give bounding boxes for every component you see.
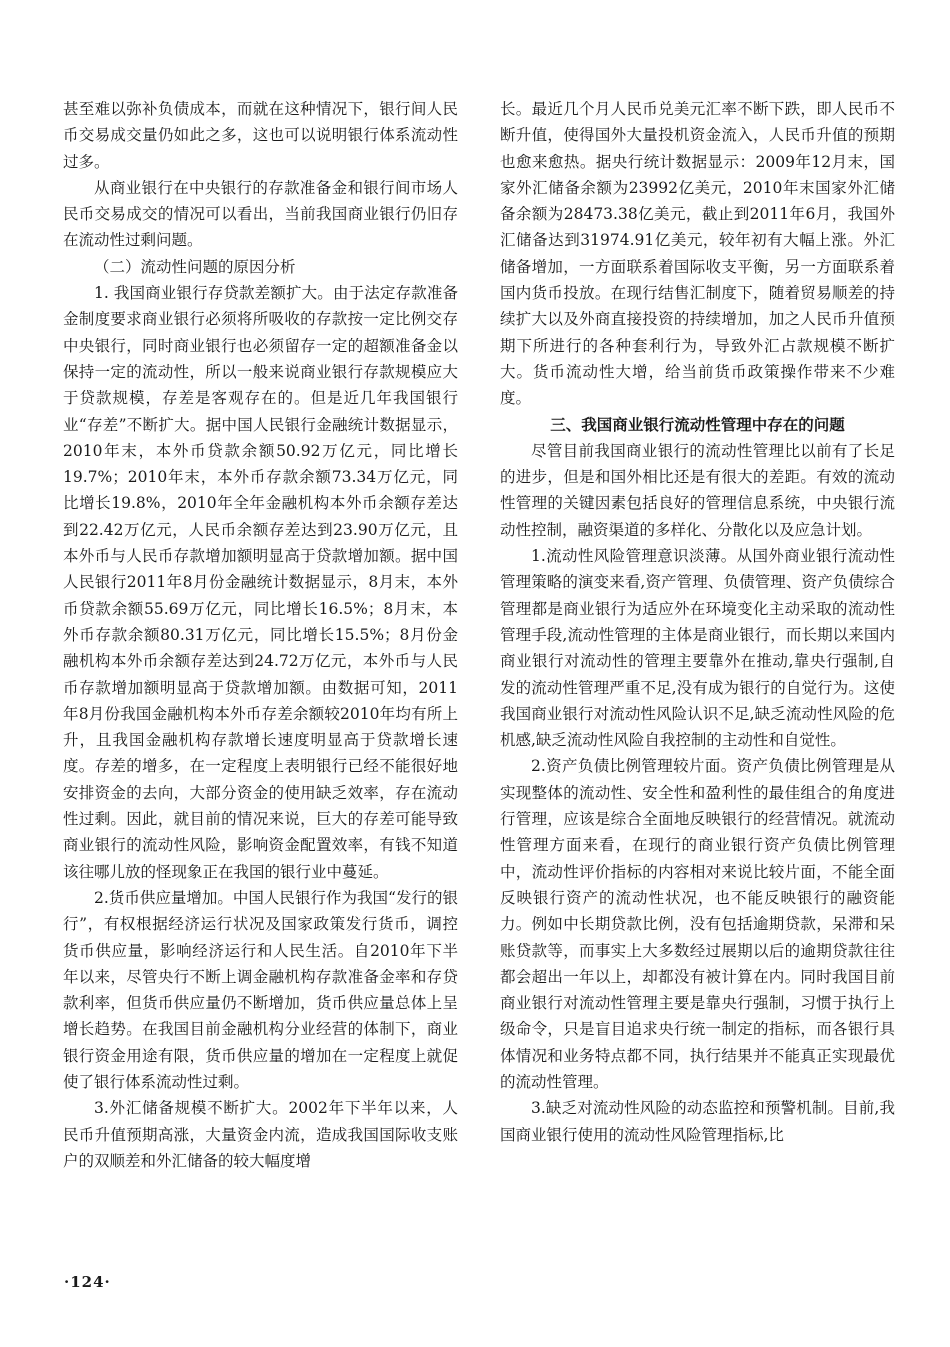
paragraph: 3.缺乏对流动性风险的动态监控和预警机制。目前,我国商业银行使用的流动性风险管理指标,比: [500, 1099, 895, 1144]
paragraph: 从商业银行在中央银行的存款准备金和银行间市场人民币交易成交的情况可以看出，当前我国商业银行仍旧存在流动性过剩问题。: [63, 178, 458, 250]
left-column: [63, 96, 458, 1174]
page-number: ·124·: [64, 1273, 111, 1291]
paragraph: 甚至难以弥补负债成本，而就在这种情况下，银行间人民币交易成交量仍如此之多，这也可以说明银行体系流动性过多。: [63, 100, 458, 171]
paragraph: 尽管目前我国商业银行的流动性管理比以前有了长足的进步，但是和国外相比还是有很大的差距。有效的流动性管理的关键因素包括良好的管理信息系统，中央银行流动性控制，融资渠道的多样化、分散化以及应急计划。: [500, 441, 895, 539]
paragraph: 1. 我国商业银行存贷款差额扩大。由于法定存款准备金制度要求商业银行必须将所吸收的存款按一定比例交存中央银行，同时商业银行也必须留存一定的超额准备金以保持一定的流动性，所以一般来说商业银行存款规模应大于贷款规模，存差是客观存在的。但是近几年我国银行业“存差”不断扩大。据中国人民银行金融统计数据显示，2010年末，本外币贷款余额50.92万亿元，同比增长19.7%；2010年末，本外币存款余额73.34万亿元，同比增长19.8%，2010年全年金融机构本外币余额存差达到22.42万亿元，人民币余额存差达到23.90万亿元，且本外币与人民币存款增加额明显高于贷款增加额。据中国人民银行2011年8月份金融统计数据显示，8月末，本外币贷款余额55.69万亿元，同比增长16.5%；8月末，本外币存款余额80.31万亿元，同比增长15.5%；8月份金融机构本外币余额存差达到24.72万亿元，本外币与人民币存款增加额明显高于贷款增加额。由数据可知，2011年8月份我国金融机构本外币存差余额较2010年均有所上升，且我国金融机构存款增长速度明显高于贷款增长速度。存差的增多，在一定程度上表明银行已经不能很好地安排资金的去向，大部分资金的使用缺乏效率，存在流动性过剩。因此，就目前的情况来说，巨大的存差可能导致商业银行的流动性风险，影响资金配置效率，有钱不知道该往哪儿放的怪现象正在我国的银行业中蔓延。: [63, 284, 458, 881]
right-column: [500, 96, 895, 1148]
paragraph: 2.资产负债比例管理较片面。资产负债比例管理是从实现整体的流动性、安全性和盈利性的最佳组合的角度进行管理，应该是综合全面地反映银行的经营情况。就流动性管理方面来看，在现行的商业银行资产负债比例管理中，流动性评价指标的内容相对来说比较片面，不能全面反映银行资产的流动性状况，也不能反映银行的融资能力。例如中长期贷款比例，没有包括逾期贷款，呆滞和呆账贷款等，而事实上大多数经过展期以后的逾期贷款往往都会超出一年以上，却都没有被计算在内。同时我国目前商业银行对流动性管理主要是靠央行强制，习惯于执行上级命令，只是盲目追求央行统一制定的指标，而各银行具体情况和业务特点都不同，执行结果并不能真正实现最优的流动性管理。: [500, 757, 895, 1091]
section-heading: 三、我国商业银行流动性管理中存在的问题: [550, 414, 845, 434]
subsection-heading: （二）流动性问题的原因分析: [94, 257, 296, 276]
paragraph: 3.外汇储备规模不断扩大。2002年下半年以来，人民币升值预期高涨，大量资金内流，造成我国国际收支账户的双顺差和外汇储备的较大幅度增: [63, 1099, 458, 1170]
paragraph: 1.流动性风险管理意识淡薄。从国外商业银行流动性管理策略的演变来看,资产管理、负债管理、资产负债综合管理都是商业银行为适应外在环境变化主动采取的流动性管理手段,流动性管理的主体是商业银行，而长期以来国内商业银行对流动性的管理主要靠外在推动,靠央行强制,自发的流动性管理严重不足,没有成为银行的自觉行为。这使我国商业银行对流动性风险认识不足,缺乏流动性风险的危机感,缺乏流动性风险自我控制的主动性和自觉性。: [500, 547, 895, 750]
paragraph: 长。最近几个月人民币兑美元汇率不断下跌，即人民币不断升值，使得国外大量投机资金流入，人民币升值的预期也愈来愈热。据央行统计数据显示：2009年12月末，国家外汇储备余额为23992亿美元，2010年末国家外汇储备余额为28473.38亿美元，截止到2011年6月，我国外汇储备达到31974.91亿美元，较年初有大幅上涨。外汇储备增加，一方面联系着国际收支平衡，另一方面联系着国内货币投放。在现行结售汇制度下，随着贸易顺差的持续扩大以及外商直接投资的持续增加，加之人民币升值预期下所进行的各种套利行为，导致外汇占款规模不断扩大。货币流动性大增，给当前货币政策操作带来不少难度。: [500, 100, 895, 408]
paragraph: 2.货币供应量增加。中国人民银行作为我国“发行的银行”，有权根据经济运行状况及国家政策发行货币，调控货币供应量，影响经济运行和人民生活。自2010年下半年以来，尽管央行不断上调金融机构存款准备金率和存贷款利率，但货币供应量仍不断增加，货币供应量总体上呈增长趋势。在我国目前金融机构分业经营的体制下，商业银行资金用途有限，货币供应量的增加在一定程度上就促使了银行体系流动性过剩。: [63, 888, 458, 1091]
